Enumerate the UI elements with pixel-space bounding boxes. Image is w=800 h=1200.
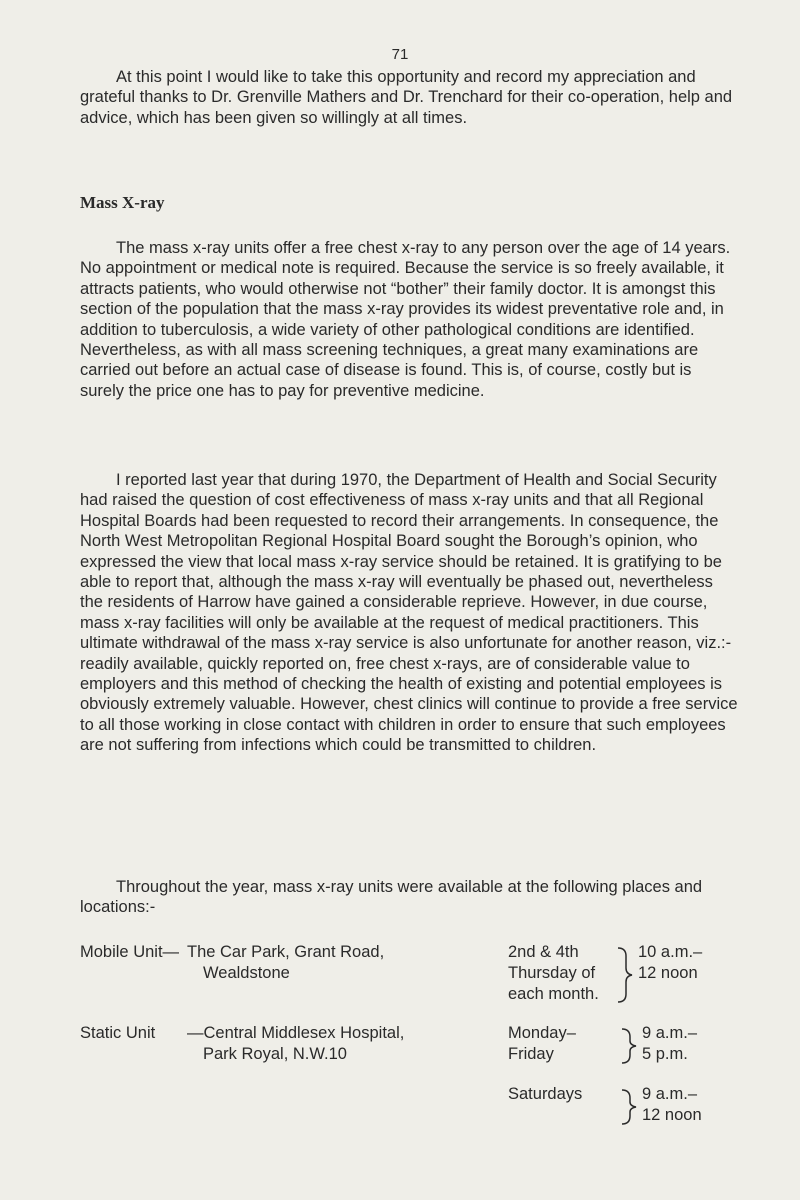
static-unit-location-line1: —Central Middlesex Hospital, (187, 1024, 405, 1042)
mobile-unit-label: Mobile Unit— (80, 943, 180, 961)
acknowledgement-paragraph: At this point I would like to take this opportunity and record my appreciation and grateful thanks to Dr. Grenville Mathers and Dr. Trenchard for their co-operation, help and advice, which has been given so willingly at all times. (80, 68, 733, 127)
mobile-unit-day-line1: 2nd & 4th (508, 943, 579, 961)
static-unit-weekday-time2: 5 p.m. (642, 1045, 688, 1063)
mobile-unit-time-line2: 12 noon (638, 964, 698, 982)
static-saturday-brace (618, 1088, 640, 1126)
static-unit-location-line2: Park Royal, N.W.10 (203, 1045, 347, 1063)
static-unit-weekday-line2: Friday (508, 1045, 554, 1063)
static-unit-saturday-time1: 9 a.m.– (642, 1085, 698, 1103)
static-unit-weekday-line1: Monday– (508, 1024, 576, 1042)
static-unit-saturday-label: Saturdays (508, 1085, 583, 1103)
section-heading: Mass X-ray (80, 193, 165, 212)
static-weekday-brace (618, 1027, 640, 1065)
mobile-unit-location-line2: Wealdstone (203, 964, 290, 982)
cost-effectiveness-paragraph: I reported last year that during 1970, the Department of Health and Social Security had raised the question of cost effectiveness of mass x-ray units and that all Regional Hospital Boards had been requested to record their arrangements. In consequence, the North West Metropolitan Regional Hospital Board sought the Borough’s opinion, who expressed the view that local mass x-ray service should be retained. It is gratifying to be able to report that, although the mass x-ray will eventually be phased out, nevertheless the residents of Harrow have gained a considerable reprieve. However, in due course, mass x-ray facilities will only be available at the request of medical practitioners. This ultimate withdrawal of the mass x-ray service is also unfortunate for another reason, viz.:- readily available, quickly reported on, free chest x-rays, are of considerable value to employers and this method of checking the health of existing and potential employees is obviously extremely valuable. However, chest clinics will continue to provide a free service to all those working in close contact with children in order to ensure that such employees are not suffering from infections which could be transmitted to children. (80, 471, 738, 755)
mobile-unit-brace (614, 946, 638, 1004)
static-unit-weekday-time1: 9 a.m.– (642, 1024, 698, 1042)
mobile-unit-day-line3: each month. (508, 985, 599, 1003)
locations-intro-paragraph: Throughout the year, mass x-ray units were available at the following places and locations:- (80, 878, 703, 917)
mobile-unit-day-line2: Thursday of (508, 964, 596, 982)
static-unit-saturday-time2: 12 noon (642, 1106, 702, 1124)
page-number: 71 (391, 46, 409, 63)
mass-xray-intro-paragraph: The mass x-ray units offer a free chest x-ray to any person over the age of 14 years. No appointment or medical note is required. Because the service is so freely available, it attracts patients, who would otherwise not “bother” their family doctor. It is amongst this section of the population that the mass x-ray provides its widest preventative role and, in addition to tuberculosis, a wide variety of other pathological conditions are identified. Nevertheless, as with all mass screening techniques, a great many examinations are carried out before an actual case of disease is found. This is, of course, costly but is surely the price one has to pay for preventive medicine. (80, 239, 731, 400)
static-unit-label: Static Unit (80, 1024, 156, 1042)
mobile-unit-time-line1: 10 a.m.– (638, 943, 703, 961)
mobile-unit-location-line1: The Car Park, Grant Road, (187, 943, 385, 961)
